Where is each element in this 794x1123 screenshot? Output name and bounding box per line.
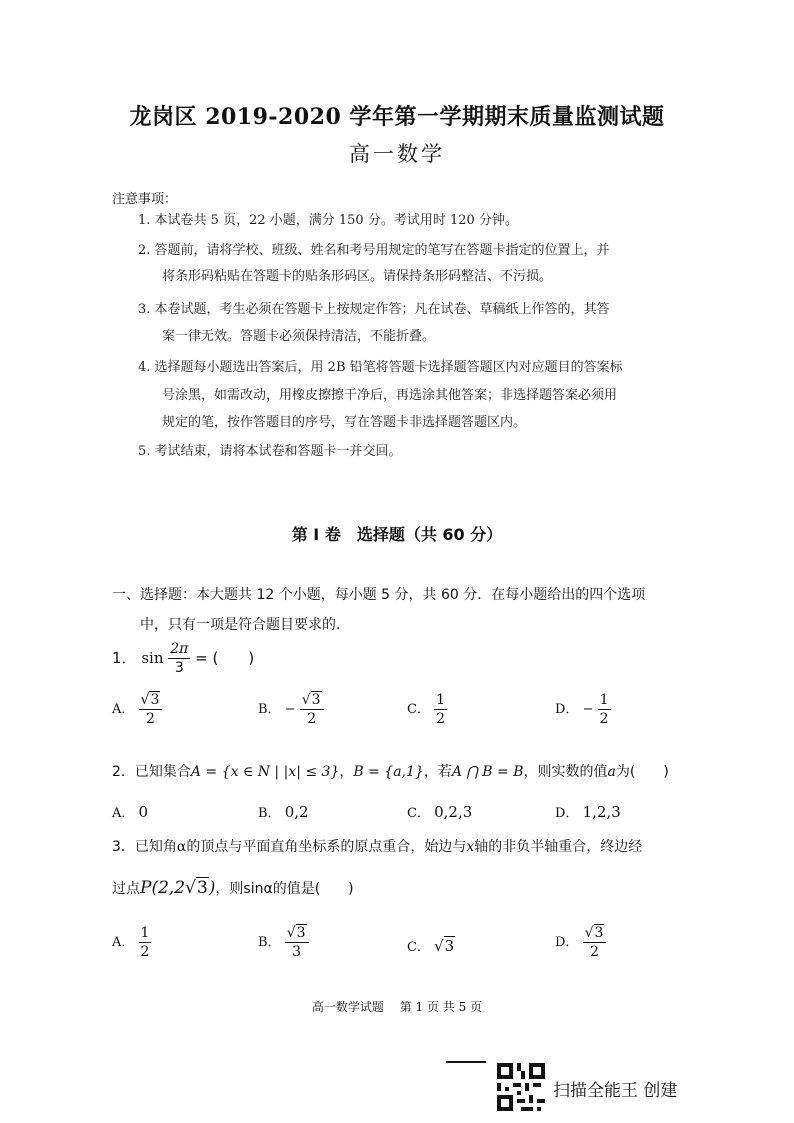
q1-option-c xyxy=(407,693,447,726)
q3-option-d-fraction: $\frac{√3}{2}$ xyxy=(583,926,607,959)
q2-condition: A ⋂ B = B xyxy=(451,764,524,780)
q2-option-d xyxy=(555,802,621,821)
q3-option-b-num: 3 xyxy=(296,925,306,941)
notice-line-6: 4. 选择题每小题选出答案后，用 2B 铅笔将答题卡选择题答题区内对应题目的答案标 xyxy=(138,360,623,375)
q3-option-c-rad: 3 xyxy=(444,937,455,955)
q1-option-d-den: 2 xyxy=(599,711,609,727)
q3-option-d-num: 3 xyxy=(594,925,604,941)
q3-option-a-num: 1 xyxy=(140,925,150,941)
notice-line-7: 号涂黑，如需改动，用橡皮擦擦干净后，再选涂其他答案；非选择题答案必须用 xyxy=(162,388,618,403)
q1-option-a-fraction: $\frac{√3}{2}$ xyxy=(139,693,163,726)
q2-option-a xyxy=(112,802,148,821)
q1-option-c-den: 2 xyxy=(436,711,446,727)
notice-line-8: 规定的笔，按作答题目的序号，写在答题卡非选择题答题区内。 xyxy=(162,415,527,430)
scanner-watermark: 扫描全能王 创建 xyxy=(553,1081,678,1101)
q1-option-b-den: 2 xyxy=(307,711,317,727)
q1-option-d-label: D． xyxy=(555,702,579,717)
q3-option-a-label: A． xyxy=(112,935,135,950)
notice-line-2: 2. 答题前，请将学校、班级、姓名和考号用规定的笔写在答题卡指定的位置上，并 xyxy=(138,243,610,258)
q3-line1-b: 的顶点与平面直角坐标系的原点重合，始边与 xyxy=(186,839,467,855)
q1-option-a-num: 3 xyxy=(150,692,160,708)
q1-fraction xyxy=(168,642,190,675)
q1-option-c-fraction xyxy=(434,693,447,726)
q3-option-d xyxy=(555,926,606,959)
question-3-line-2 xyxy=(112,878,354,898)
q2-text-c: ，则实数的值 xyxy=(523,764,608,780)
q1-option-b-sign: − xyxy=(284,702,296,717)
q3-point: P(2,2√3) xyxy=(140,878,216,898)
page-subtitle: 高一数学 xyxy=(349,142,445,166)
q1-option-b-label: B． xyxy=(258,702,281,717)
q3-option-b xyxy=(258,926,309,959)
q2-option-b-label: B． xyxy=(258,806,281,821)
q3-option-d-label: D． xyxy=(555,935,579,950)
q1-tail: = ( ) xyxy=(195,649,255,667)
notice-line-9: 5. 考试结束，请将本试卷和答题卡一并交回。 xyxy=(138,444,402,459)
q1-option-b-num: 3 xyxy=(311,692,321,708)
q1-option-b xyxy=(258,693,324,726)
q1-option-d-num: 1 xyxy=(599,692,609,708)
q3-option-c-label: C． xyxy=(407,940,430,955)
divider xyxy=(446,1061,486,1063)
q2-option-a-value: 0 xyxy=(138,803,149,821)
question-3-line-1 xyxy=(112,836,642,856)
q1-option-b-fraction: $\frac{√3}{2}$ xyxy=(300,693,324,726)
page-title: 龙岗区 2019-2020 学年第一学期期末质量监测试题 xyxy=(129,104,665,130)
notice-line-5: 案一律无效。答题卡必须保持清洁，不能折叠。 xyxy=(162,329,436,344)
q1-func: sin xyxy=(141,649,164,667)
q2-text-d: 为( ) xyxy=(615,764,669,780)
q2-var: a xyxy=(607,764,616,780)
q2-option-c-value: 0,2,3 xyxy=(434,803,473,821)
q3-option-a xyxy=(112,926,151,959)
q3-line2-a: 过点 xyxy=(112,881,140,897)
q3-line2-b: ，则sinα的值是( ) xyxy=(215,881,354,897)
q3-point-post: ) xyxy=(208,878,216,898)
q2-comma: ， xyxy=(339,764,354,780)
q2-option-d-label: D． xyxy=(555,806,579,821)
q2-option-c xyxy=(407,802,472,821)
q2-option-a-label: A． xyxy=(112,806,135,821)
q1-option-d-sign: − xyxy=(582,702,594,717)
question-1 xyxy=(112,642,254,675)
q3-point-rad: 3 xyxy=(196,878,208,898)
part-intro-line-1: 一、选择题：本大题共 12 个小题，每小题 5 分，共 60 分．在每小题给出的四个选项 xyxy=(112,587,646,603)
qr-code-icon xyxy=(497,1063,545,1111)
q3-option-a-den: 2 xyxy=(140,944,150,960)
q2-option-c-label: C． xyxy=(407,806,430,821)
part-intro xyxy=(112,580,702,640)
q1-option-c-num: 1 xyxy=(436,692,446,708)
q1-option-c-label: C． xyxy=(407,702,430,717)
q2-set-a: A = {x ∈ N | |x| ≤ 3} xyxy=(190,764,340,780)
q3-option-b-den: 3 xyxy=(292,944,302,960)
q3-option-a-fraction xyxy=(139,926,152,959)
q2-option-b xyxy=(258,802,309,821)
notice-line-3: 将条形码粘贴在答题卡的贴条形码区。请保持条形码整洁、不污损。 xyxy=(162,269,553,284)
q3-option-b-label: B． xyxy=(258,935,281,950)
notice-heading: 注意事项： xyxy=(112,192,178,207)
q2-text-b: ，若 xyxy=(423,764,452,780)
q2-text-a: 已知集合 xyxy=(134,764,191,780)
q3-alpha: α xyxy=(176,839,187,855)
q1-option-a-label: A． xyxy=(112,702,135,717)
q2-number: 2． xyxy=(112,764,135,780)
notice-line-1: 1. 本试卷共 5 页，22 小题，满分 150 分。考试用时 120 分钟。 xyxy=(138,213,518,228)
q1-frac-den: 3 xyxy=(174,660,184,676)
q3-number: 3． xyxy=(112,839,135,855)
q3-x-var: x xyxy=(466,839,475,855)
notice-line-4: 3. 本卷试题，考生必须在答题卡上按规定作答；凡在试卷、草稿纸上作答的，其答 xyxy=(138,302,610,317)
q2-set-b: B = {a,1} xyxy=(353,764,424,780)
q2-option-b-value: 0,2 xyxy=(284,803,309,821)
q3-option-c: C． √3 xyxy=(407,937,455,955)
q3-line1-c: 轴的非负半轴重合，终边经 xyxy=(474,839,643,855)
q1-option-a xyxy=(112,693,162,726)
q1-frac-num: 2π xyxy=(170,641,189,657)
section-title: 第 I 卷 选择题（共 60 分） xyxy=(291,525,503,544)
q1-number: 1． xyxy=(112,649,137,667)
q3-point-pre: P(2,2 xyxy=(140,878,186,898)
question-2 xyxy=(112,761,669,781)
q1-option-d xyxy=(555,693,611,726)
page-footer: 高一数学试题 第 1 页 共 5 页 xyxy=(311,1000,483,1014)
q1-option-d-fraction xyxy=(598,693,611,726)
q3-option-b-fraction: $\frac{√3}{3}$ xyxy=(285,926,309,959)
part-intro-line-2: 中，只有一项是符合题目要求的． xyxy=(140,617,350,633)
q1-option-a-den: 2 xyxy=(145,711,155,727)
q2-option-d-value: 1,2,3 xyxy=(582,803,621,821)
q3-line1-a: 已知角 xyxy=(134,839,177,855)
q3-option-d-den: 2 xyxy=(590,944,599,960)
